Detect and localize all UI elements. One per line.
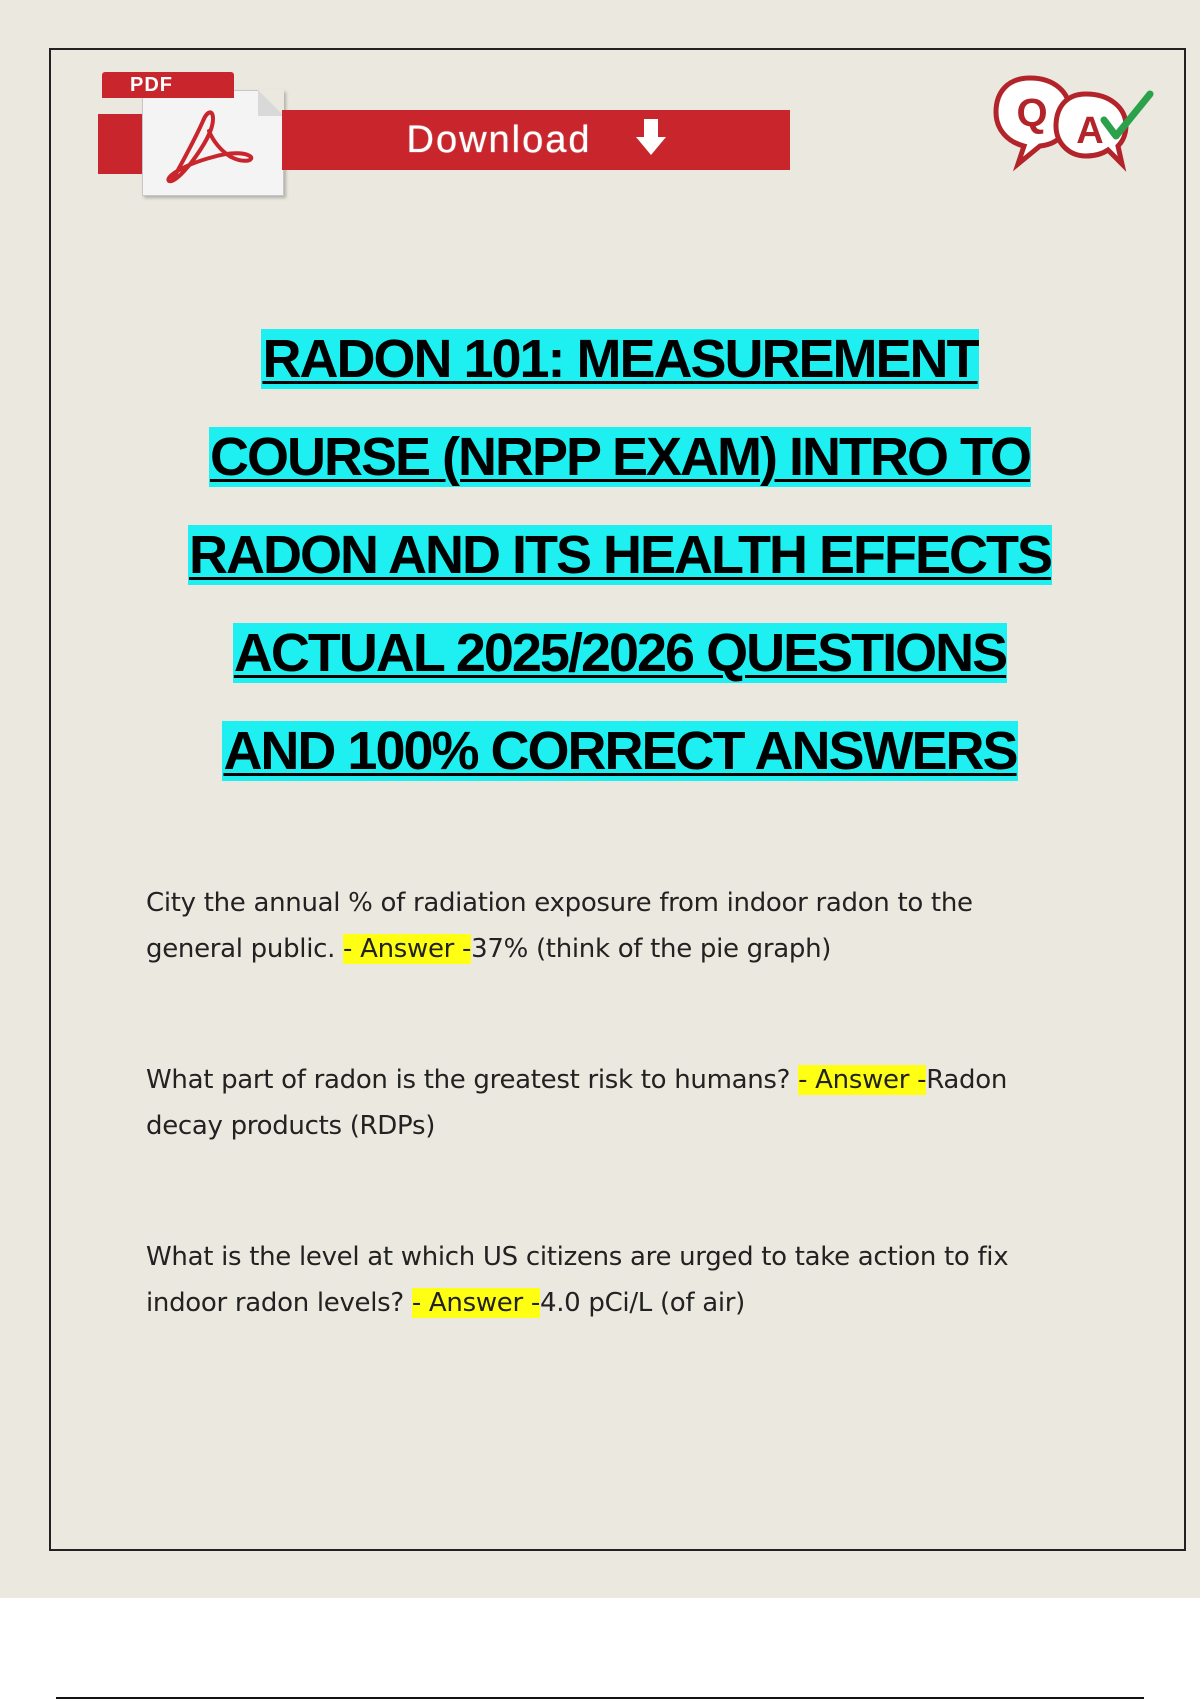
question-text: What is the level at which US citizens are urged to take action to fix indoor radon levels?: [146, 1242, 1009, 1318]
title-line: AND 100% CORRECT ANSWERS: [223, 721, 1017, 781]
title-line: RADON 101: MEASUREMENT: [262, 329, 978, 389]
download-button[interactable]: [282, 110, 790, 170]
qa-item: [146, 1057, 1046, 1149]
logo-a-letter: A: [1076, 110, 1104, 152]
title-line: ACTUAL 2025/2026 QUESTIONS: [233, 623, 1007, 683]
download-pdf-banner[interactable]: [96, 70, 796, 180]
qa-list: [146, 880, 1046, 1411]
footer-rule: [56, 1697, 1144, 1699]
title-line: RADON AND ITS HEALTH EFFECTS: [189, 525, 1051, 585]
answer-tag: - Answer -: [798, 1065, 927, 1095]
download-label: Download: [406, 118, 592, 161]
qa-item: [146, 1234, 1046, 1326]
answer-text: 4.0 pCi/L (of air): [539, 1288, 746, 1318]
qa-item: [146, 880, 1046, 972]
answer-tag: - Answer -: [411, 1288, 540, 1318]
answer-tag: - Answer -: [343, 934, 472, 964]
document-title: [100, 310, 1140, 800]
answer-text: Radon decay products (RDPs): [146, 1065, 1008, 1141]
logo-q-letter: Q: [1016, 91, 1048, 135]
qa-check-icon: [990, 68, 1156, 178]
pdf-label: PDF: [102, 72, 234, 98]
title-line: COURSE (NRPP EXAM) INTRO TO: [209, 427, 1031, 487]
answer-text: 37% (think of the pie graph): [471, 934, 832, 964]
banner-left-accent: [98, 114, 144, 174]
question-text: What part of radon is the greatest risk to humans?: [146, 1065, 799, 1095]
question-text: City the annual % of radiation exposure from indoor radon to the general public.: [146, 888, 973, 964]
acrobat-pdf-icon: [142, 90, 284, 196]
arrow-down-icon: [636, 119, 666, 161]
